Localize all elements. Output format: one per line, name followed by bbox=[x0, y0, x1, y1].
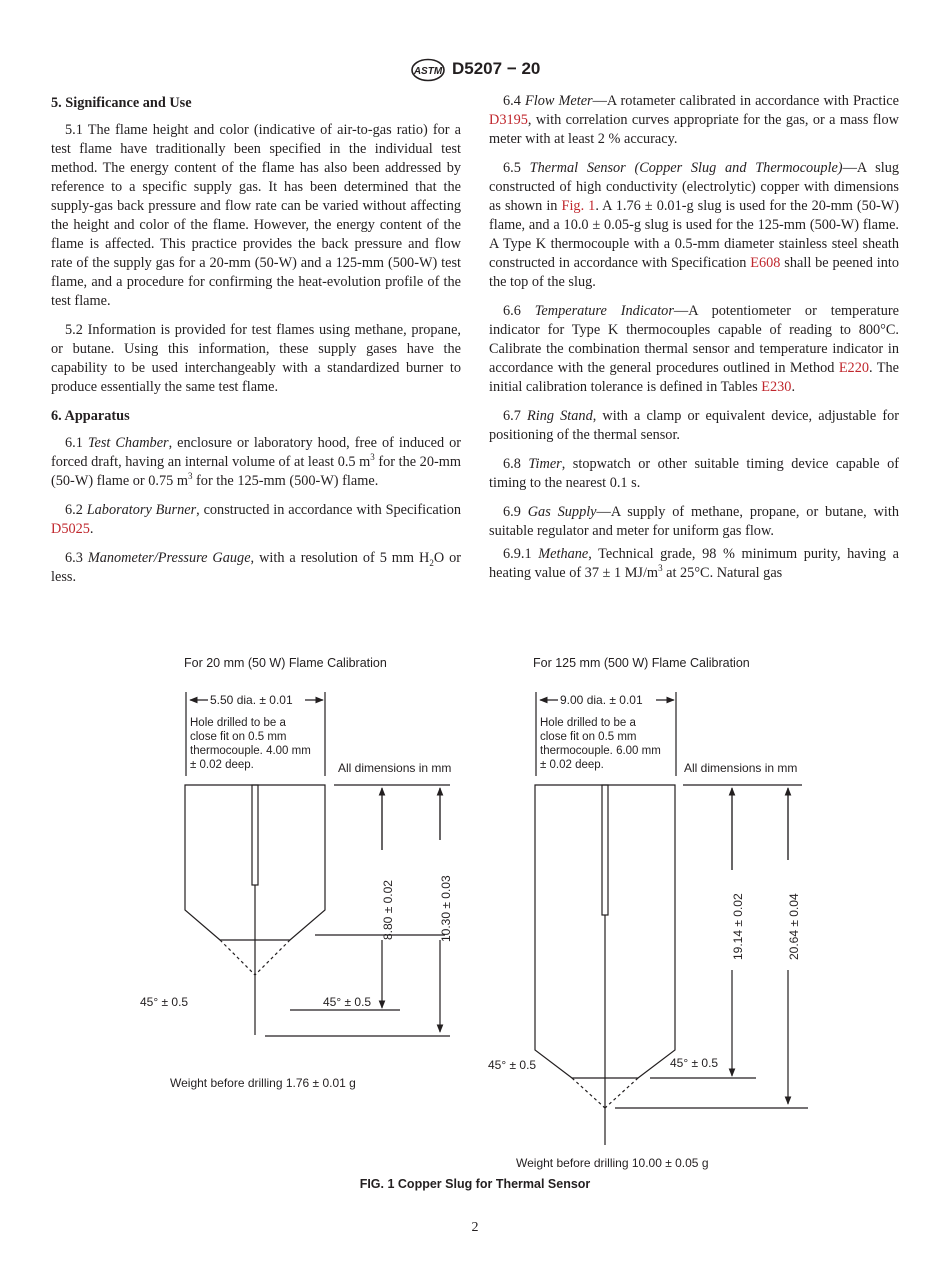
left-weight: Weight before drilling 1.76 ± 0.01 g bbox=[170, 1076, 356, 1090]
right-dim-1: 19.14 ± 0.02 bbox=[731, 893, 745, 960]
left-hole-note-3: thermocouple. 4.00 mm bbox=[190, 745, 311, 757]
left-dim-2: 10.30 ± 0.03 bbox=[439, 875, 453, 942]
left-diameter: 5.50 dia. ± 0.01 bbox=[210, 693, 293, 707]
document-id: D5207 − 20 bbox=[452, 59, 541, 78]
link-e230[interactable]: E230 bbox=[761, 379, 792, 395]
paragraph-6-9-1: 6.9.1 Methane, Technical grade, 98 % minimum purity, having a heating value of 37 ± 1 $MJ/m^3$ at 25°C. Natural gas bbox=[489, 546, 899, 581]
link-e220[interactable]: E220 bbox=[838, 360, 870, 376]
paragraph-6-7: 6.7 Ring Stand, with a clamp or equivalent device, adjustable for positioning of the thermal sensor. bbox=[489, 408, 899, 443]
right-hole-note-4: ± 0.02 deep. bbox=[540, 759, 604, 771]
paragraph-6-9: 6.9 Gas Supply—A supply of methane, propane, or butane, with suitable regulator and meter for uniform gas flow. bbox=[489, 504, 900, 539]
link-fig-1[interactable]: Fig. 1 bbox=[561, 198, 596, 214]
left-hole-note-1: Hole drilled to be a bbox=[190, 717, 286, 729]
left-hole-note-4: ± 0.02 deep. bbox=[190, 759, 254, 771]
paragraph-6-6: 6.6 Temperature Indicator—A potentiometer or temperature indicator for Type K thermocouples capable of reading to 800°C. Calibrate the combination thermal sensor and temperature indicator in accordance with the general procedures outlined in Method E220. The initial calibration tolerance is defined in Tables E230. bbox=[489, 303, 899, 395]
right-all-dims: All dimensions in mm bbox=[684, 761, 798, 775]
right-hole-note-1: Hole drilled to be a bbox=[540, 717, 636, 729]
paragraph-6-4: 6.4 Flow Meter—A rotameter calibrated in accordance with Practice D3195, with correlation curves appropriate for the gas, or a mass flow meter with at least 2 % accuracy. bbox=[489, 93, 900, 147]
paragraph-6-1: 6.1 Test Chamber, enclosure or laboratory hood, free of induced or forced draft, having an internal volume of at least 0.5 $m^3$ for the 20-mm (50-W) flame or 0.75 $m^3$ for the 125-mm (500-W) flame. bbox=[51, 435, 461, 489]
right-weight: Weight before drilling 10.00 ± 0.05 g bbox=[516, 1156, 709, 1170]
paragraph-6-5: 6.5 Thermal Sensor (Copper Slug and Thermocouple)—A slug constructed of high conductivity (electrolytic) copper with dimensions as shown in Fig. 1. A 1.76 ± 0.01-g slug is used for the 20-mm (50-W) flame, and a 10.0 ± 0.05-g slug is used for the 125-mm (500-W) flame. A Type K thermocouple with a 0.5-mm diameter stainless steel sheath constructed in accordance with Specification E608 shall be peened into the top of the slug. bbox=[489, 160, 899, 290]
paragraph-6-8: 6.8 Timer, stopwatch or other suitable timing device capable of timing to the nearest 0.1 s. bbox=[489, 456, 900, 491]
paragraph-6-3: 6.3 Manometer/Pressure Gauge, with a resolution of 5 mm $H_2O$ or less. bbox=[51, 550, 461, 585]
right-angle-right: 45° ± 0.5 bbox=[670, 1056, 719, 1070]
right-dim-2: 20.64 ± 0.04 bbox=[787, 893, 801, 960]
link-d5025[interactable]: D5025 bbox=[51, 521, 90, 537]
term-test-chamber: Test Chamber bbox=[87, 435, 169, 451]
left-angle-right: 45° ± 0.5 bbox=[323, 995, 372, 1009]
left-dim-1: 8.80 ± 0.02 bbox=[381, 880, 395, 940]
paragraph-5-1: 5.1 The flame height and color (indicative of air-to-gas ratio) for a test flame have traditionally been specified in the individual test method. The energy content of the flame has also been addressed by reference to a specific supply gas. It has been determined that the supply-gas back pressure and flow rate can be varied without affecting the height and color of the flame. However, the energy content of the flame is affected. This practice provides the back pressure and flow rate of the supply gas for a 20-mm (50-W) and a 125-mm (500-W) test flame, and a procedure for confirming the heat-evolution profile of the test flame. bbox=[51, 122, 461, 309]
left-hole-note-2: close fit on 0.5 mm bbox=[190, 731, 287, 743]
figure-caption: FIG. 1 Copper Slug for Thermal Sensor bbox=[359, 1177, 591, 1191]
page-header bbox=[0, 58, 950, 84]
right-title: For 125 mm (500 W) Flame Calibration bbox=[533, 656, 750, 670]
right-hole-note-3: thermocouple. 6.00 mm bbox=[540, 745, 661, 757]
copper-slug-diagram bbox=[120, 640, 840, 1180]
link-d3195[interactable]: D3195 bbox=[489, 112, 528, 128]
figure-1 bbox=[120, 640, 840, 1200]
right-angle-left: 45° ± 0.5 bbox=[488, 1058, 537, 1072]
section-6-title: 6. Apparatus bbox=[51, 408, 130, 424]
right-column bbox=[489, 92, 899, 593]
page-number: 2 bbox=[471, 1220, 479, 1235]
logo-text: ASTM bbox=[413, 66, 443, 77]
left-column bbox=[51, 92, 461, 597]
left-title: For 20 mm (50 W) Flame Calibration bbox=[184, 656, 387, 670]
left-all-dims: All dimensions in mm bbox=[338, 761, 452, 775]
paragraph-5-2: 5.2 Information is provided for test flames using methane, propane, or butane. Using this information, these supply gases have the capability to be used interchangeably with a standardized burner to produce essentially the same test flame. bbox=[51, 322, 461, 395]
paragraph-6-2: 6.2 Laboratory Burner, constructed in accordance with Specification D5025. bbox=[51, 502, 462, 537]
section-5-title: 5. Significance and Use bbox=[51, 95, 192, 111]
right-hole-note-2: close fit on 0.5 mm bbox=[540, 731, 637, 743]
left-angle-left: 45° ± 0.5 bbox=[140, 995, 189, 1009]
link-e608[interactable]: E608 bbox=[750, 255, 781, 271]
astm-logo-icon bbox=[410, 58, 446, 82]
right-diameter: 9.00 dia. ± 0.01 bbox=[560, 693, 643, 707]
